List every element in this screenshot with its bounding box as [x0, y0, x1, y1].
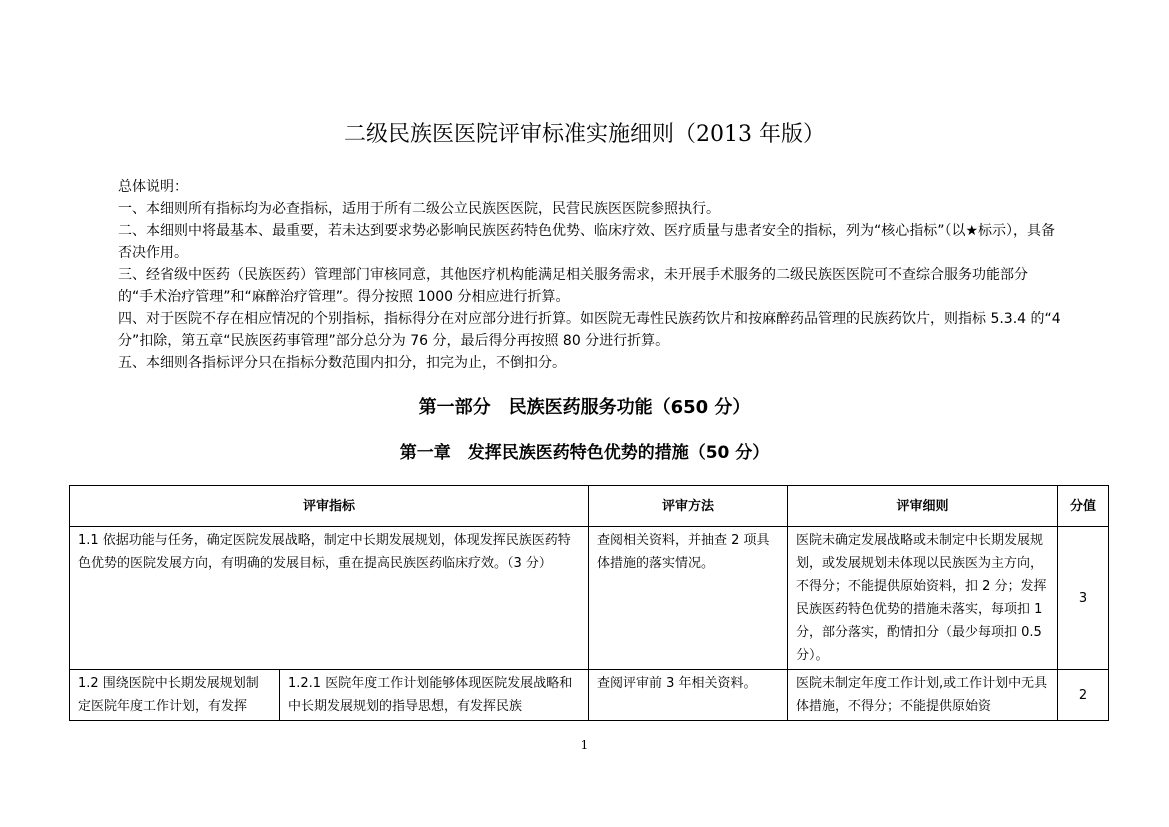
indicator-cell: 1.1 依据功能与任务，确定医院发展战略，制定中长期发展规划，体现发挥民族医药特色优势的医院发展方向，有明确的发展目标，重在提高民族医药临床疗效。（3 分）: [70, 527, 589, 670]
method-cell: 查阅相关资料，并抽查 2 项具体措施的落实情况。: [589, 527, 788, 670]
header-indicator: 评审指标: [70, 486, 589, 527]
header-score: 分值: [1058, 486, 1109, 527]
part-heading: 第一部分 民族医药服务功能（650 分）: [418, 397, 751, 418]
notes-heading: 总体说明：: [118, 179, 188, 195]
note-item: 一、本细则所有指标均为必查指标，适用于所有二级公立民族医医院，民营民族医医院参照执行。: [118, 201, 720, 217]
score-cell: 3: [1058, 527, 1109, 670]
details-cell: 医院未确定发展战略或未制定中长期发展规划，或发展规划未体现以民族医为主方向，不得分；不能提供原始资料，扣 2 分；发挥民族医药特色优势的措施未落实，每项扣 1 分，部分落实，酌情扣分（最少每项扣 0.5 分）。: [788, 527, 1058, 670]
note-item: 二、本细则中将最基本、最重要，若未达到要求势必影响民族医药特色优势、临床疗效、医疗质量与患者安全的指标，列为“核心指标”（以★标示），具备否决作用。: [118, 223, 1056, 261]
header-details: 评审细则: [788, 486, 1058, 527]
general-notes: [118, 176, 1063, 374]
evaluation-table: [69, 485, 1109, 721]
note-item: 五、本细则各指标评分只在指标分数范围内扣分，扣完为止，不倒扣分。: [118, 355, 566, 371]
method-cell: 查阅评审前 3 年相关资料。: [589, 670, 788, 721]
table-row: [70, 527, 1109, 670]
sub-indicator-cell: 1.2.1 医院年度工作计划能够体现医院发展战略和中长期发展规划的指导思想，有发挥民族: [280, 670, 589, 721]
chapter-heading: 第一章 发挥民族医药特色优势的措施（50 分）: [399, 443, 770, 463]
document-title: 二级民族医医院评审标准实施细则（2013 年版）: [344, 122, 825, 147]
table-header-row: [70, 486, 1109, 527]
note-item: 三、经省级中医药（民族医药）管理部门审核同意，其他医疗机构能满足相关服务需求，未开展手术服务的二级民族医医院可不查综合服务功能部分的“手术治疗管理”和“麻醉治疗管理”。得分按照 1000 分相应进行折算。: [118, 267, 1028, 305]
table-row: [70, 670, 1109, 721]
indicator-cell: 1.2 围绕医院中长期发展规划制定医院年度工作计划，有发挥: [70, 670, 280, 721]
note-item: 四、对于医院不存在相应情况的个别指标，指标得分在对应部分进行折算。如医院无毒性民族药饮片和按麻醉药品管理的民族药饮片，则指标 5.3.4 的“4 分”扣除，第五章“民族医药事管理”部分总分为 76 分，最后得分再按照 80 分进行折算。: [118, 311, 1061, 349]
page-number: 1: [580, 738, 589, 752]
score-cell: 2: [1058, 670, 1109, 721]
details-cell: 医院未制定年度工作计划,或工作计划中无具体措施，不得分；不能提供原始资: [788, 670, 1058, 721]
header-method: 评审方法: [589, 486, 788, 527]
